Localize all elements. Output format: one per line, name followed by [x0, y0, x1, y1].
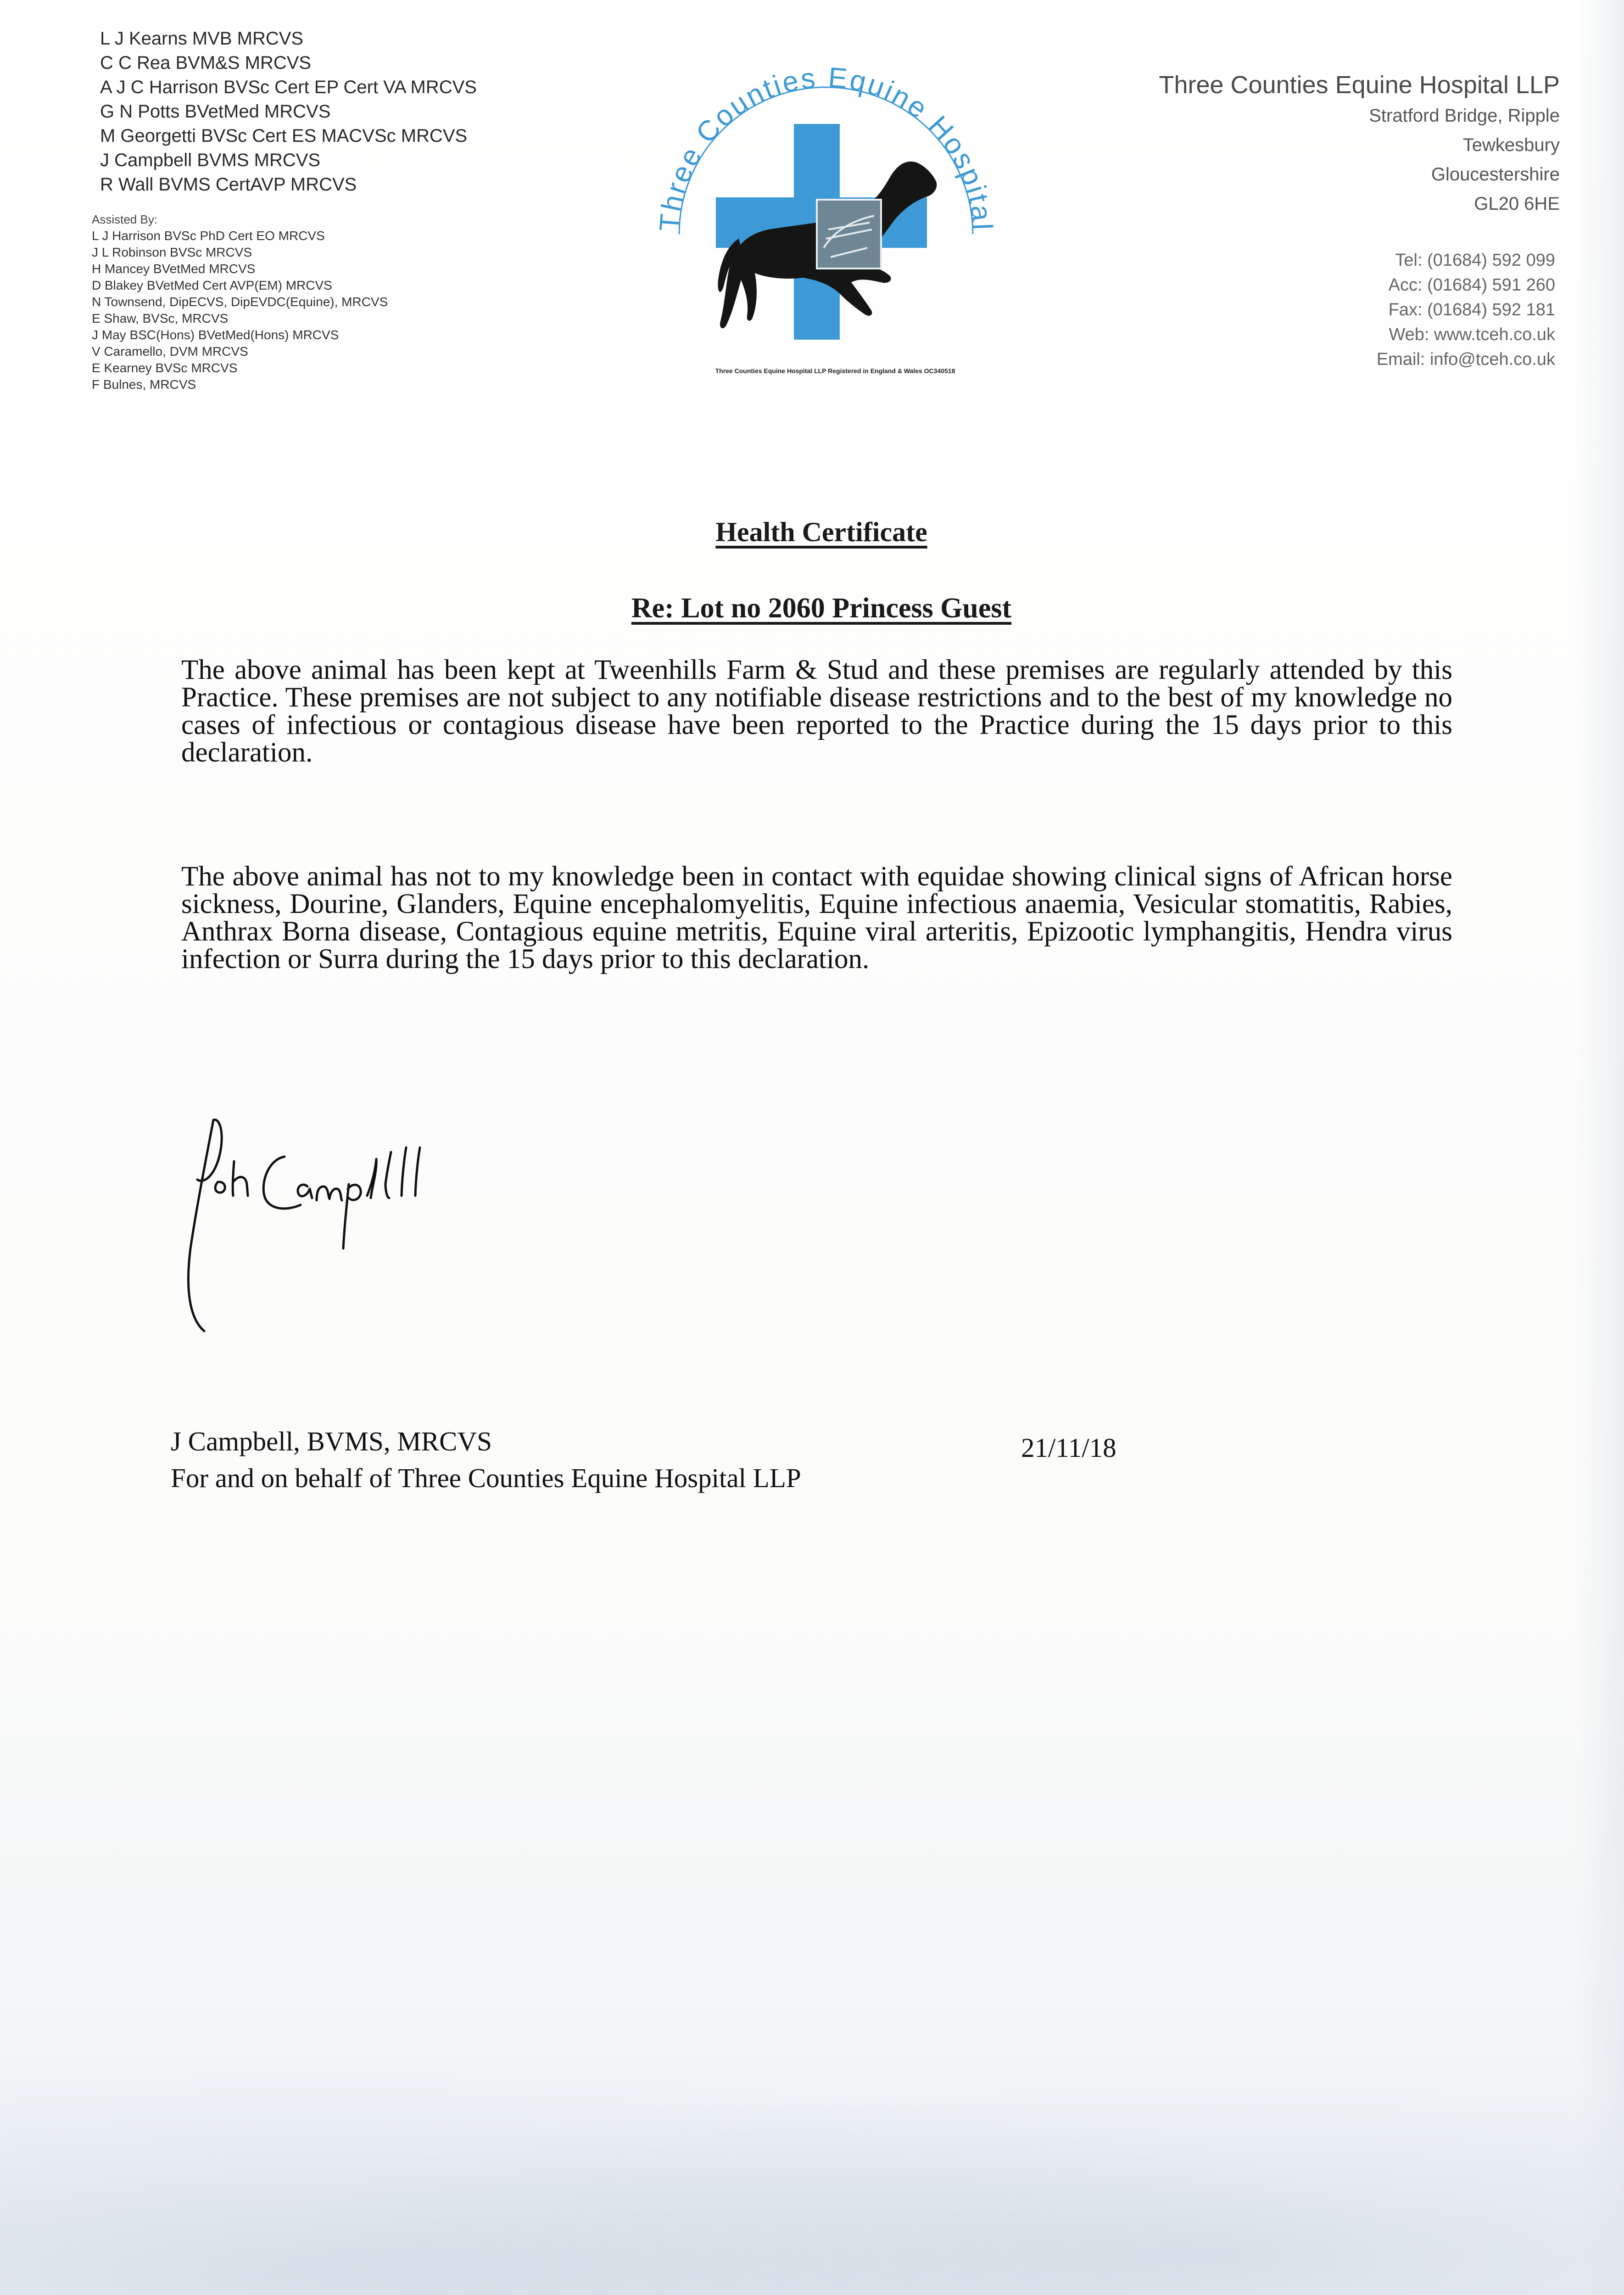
address-line: Stratford Bridge, Ripple — [1369, 106, 1560, 126]
telephone: Tel: (01684) 592 099 — [1395, 251, 1555, 270]
email: Email: info@tceh.co.uk — [1376, 350, 1555, 369]
scan-edge — [1574, 0, 1624, 2295]
assistant-name: E Shaw, BVSc, MRCVS — [92, 311, 229, 325]
body-paragraph-2: The above animal has not to my knowledge been in contact with equidae showing clinical signs of African horse sickness, Dourine, Glanders, Equine encephalomyelitis, Equine infectious anaemia, Vesicular stomatitis, Rabies, Anthrax Borna disease, Contagious equine metritis, Equine viral arteritis, Epizootic lymphangitis, Hendra virus infection or Surra during the 15 days prior to this declaration. — [181, 861, 1452, 974]
address-block — [1009, 69, 1560, 218]
assistant-name: V Caramello, DVM MRCVS — [92, 344, 248, 358]
partner-name: M Georgetti BVSc Cert ES MACVSc MRCVS — [100, 126, 468, 146]
assistant-name: H Mancey BVetMed MRCVS — [92, 262, 256, 276]
xray-inset-icon — [817, 200, 881, 269]
partner-name: R Wall BVMS CertAVP MRCVS — [100, 174, 357, 195]
document-title: Health Certificate — [715, 517, 927, 547]
partner-name: L J Kearns MVB MRCVS — [100, 28, 304, 49]
logo-curved-text: Three Counties Equine Hospital — [653, 64, 999, 233]
partner-name: A J C Harrison BVSc Cert EP Cert VA MRCVS — [100, 77, 477, 97]
assisted-by-label: Assisted By: — [92, 213, 158, 226]
handwritten-signature — [170, 1102, 564, 1340]
fax: Fax: (01684) 592 181 — [1388, 300, 1555, 319]
logo-registration: Three Counties Equine Hospital LLP Registered in England & Wales OC340518 — [715, 367, 955, 375]
partner-list — [100, 27, 559, 197]
website: Web: www.tceh.co.uk — [1389, 325, 1555, 344]
partner-name: G N Potts BVetMed MRCVS — [100, 101, 331, 122]
assistant-name: J L Robinson BVSc MRCVS — [92, 245, 252, 259]
document-subject: Re: Lot no 2060 Princess Guest — [631, 593, 1012, 624]
assistant-name: J May BSC(Hons) BVetMed(Hons) MRCVS — [92, 328, 339, 342]
signer-name: J Campbell, BVMS, MRCVS — [171, 1426, 492, 1456]
declaration-date: 21/11/18 — [1021, 1433, 1116, 1463]
assistant-name: N Townsend, DipECVS, DipEVDC(Equine), MRCVS — [92, 295, 388, 309]
accounts-phone: Acc: (01684) 591 260 — [1388, 275, 1555, 295]
contact-block — [1096, 248, 1555, 372]
address-line: GL20 6HE — [1474, 194, 1560, 214]
scan-haze — [0, 2020, 1624, 2295]
signer-block — [171, 1423, 997, 1496]
partner-name: C C Rea BVM&S MRCVS — [100, 53, 312, 73]
assistant-name: L J Harrison BVSc PhD Cert EO MRCVS — [92, 229, 325, 243]
signer-organisation: For and on behalf of Three Counties Equine Hospital LLP — [171, 1463, 801, 1493]
assistant-name: E Kearney BVSc MRCVS — [92, 361, 238, 375]
assistant-name: D Blakey BVetMed Cert AVP(EM) MRCVS — [92, 278, 332, 292]
address-line: Gloucestershire — [1431, 164, 1560, 185]
firm-name: Three Counties Equine Hospital LLP — [1159, 71, 1560, 99]
assistant-name: F Bulnes, MRCVS — [92, 377, 196, 392]
body-paragraph-1: The above animal has been kept at Tweenhills Farm & Stud and these premises are regularly attended by this Practice. These premises are not subject to any notifiable disease restrictions and to the best of my knowledge no cases of infectious or contagious disease have been reported to the Practice during the 15 days prior to this declaration. — [181, 655, 1452, 768]
hospital-logo — [642, 64, 1010, 386]
partner-name: J Campbell BVMS MRCVS — [100, 150, 321, 170]
address-line: Tewkesbury — [1462, 135, 1560, 155]
assistant-list — [92, 211, 505, 393]
